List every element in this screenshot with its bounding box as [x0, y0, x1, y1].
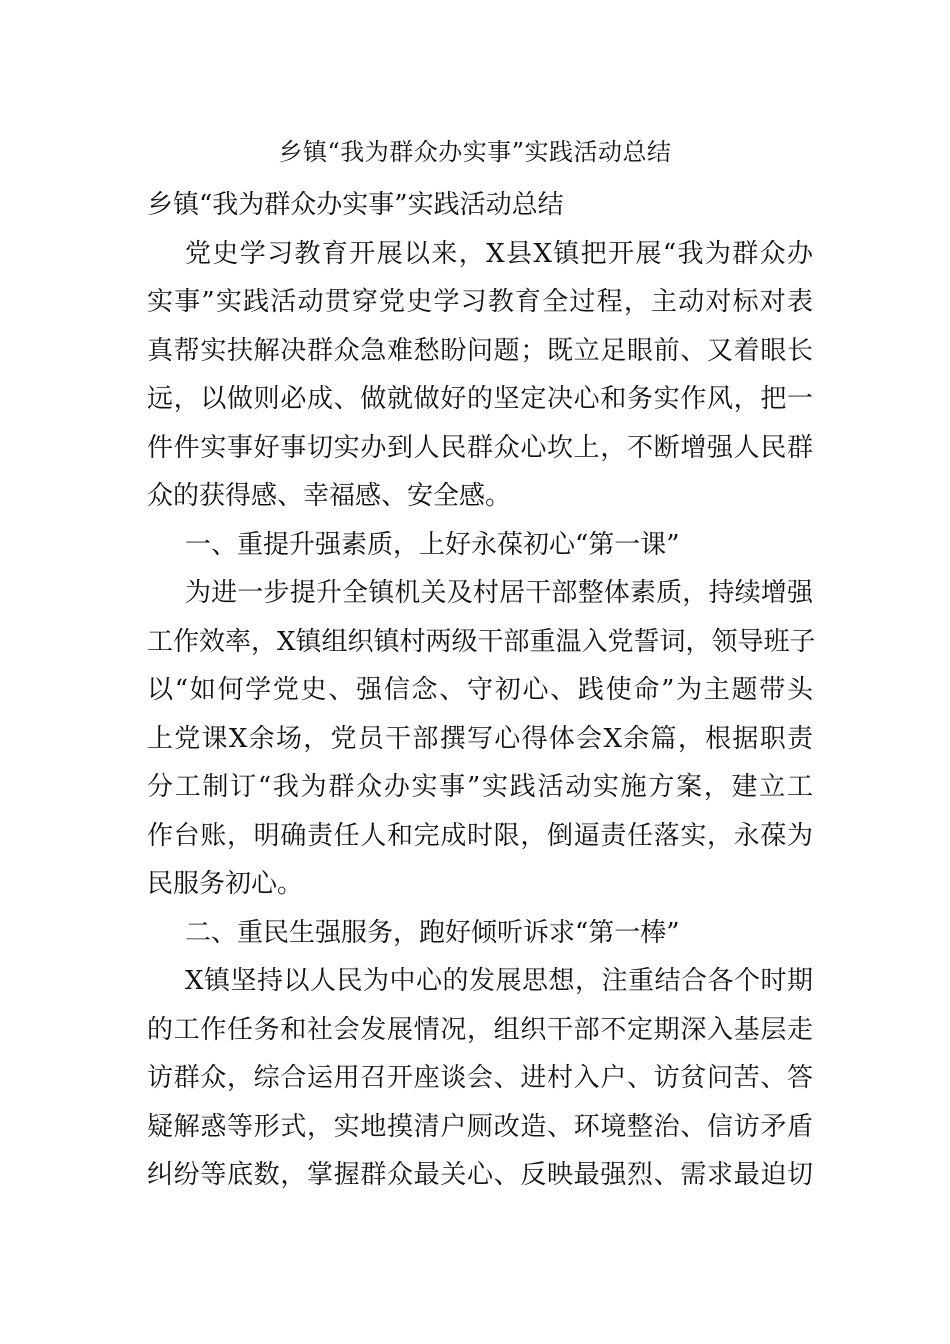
paragraph-line: 众的获得感、幸福感、安全感。	[147, 481, 512, 511]
paragraph-line: 民服务初心。	[147, 869, 304, 899]
paragraph-line: 远，以做则必成、做就做好的坚定决心和务实作风，把一	[147, 384, 813, 414]
paragraph-line: 工作效率，X镇组织镇村两级干部重温入党誓词，领导班子	[147, 626, 816, 657]
paragraph-line: 分工制订“我为群众办实事”实践活动实施方案，建立工	[147, 772, 813, 802]
paragraph-line: 党史学习教育开展以来，X县X镇把开展“我为群众办	[185, 238, 813, 269]
document-title: 乡镇“我为群众办实事”实践活动总结	[278, 138, 672, 166]
document-body	[147, 181, 816, 1200]
paragraph-line: 真帮实扶解决群众急难愁盼问题；既立足眼前、又着眼长	[147, 335, 813, 366]
section-heading: 二、重民生强服务，跑好倾听诉求“第一棒”	[185, 917, 680, 948]
paragraph-line: 实事”实践活动贯穿党史学习教育全过程，主动对标对表	[147, 287, 813, 317]
paragraph-line: 以“如何学党史、强信念、守初心、践使命”为主题带头	[147, 675, 813, 705]
paragraph-line: 件件实事好事切实办到人民群众心坎上，不断增强人民群	[147, 432, 813, 463]
paragraph-line: 上党课X余场，党员干部撰写心得体会X余篇，根据职责	[147, 723, 813, 754]
paragraph-line: 疑解惑等形式，实地摸清户厕改造、环境整治、信访矛盾	[147, 1111, 813, 1142]
paragraph-line: 为进一步提升全镇机关及村居干部整体素质，持续增强	[185, 578, 813, 608]
paragraph-line: 作台账，明确责任人和完成时限，倒逼责任落实，永葆为	[147, 820, 813, 851]
paragraph-line: 纠纷等底数，掌握群众最关心、反映最强烈、需求最迫切	[147, 1160, 813, 1190]
paragraph-line: 的工作任务和社会发展情况，组织干部不定期深入基层走	[147, 1014, 813, 1045]
section-heading: 一、重提升强素质，上好永葆初心“第一课”	[185, 529, 680, 560]
subtitle-line: 乡镇“我为群众办实事”实践活动总结	[147, 190, 564, 220]
paragraph-line: X镇坚持以人民为中心的发展思想，注重结合各个时期	[185, 966, 813, 996]
paragraph-line: 访群众，综合运用召开座谈会、进村入户、访贫问苦、答	[147, 1063, 813, 1093]
